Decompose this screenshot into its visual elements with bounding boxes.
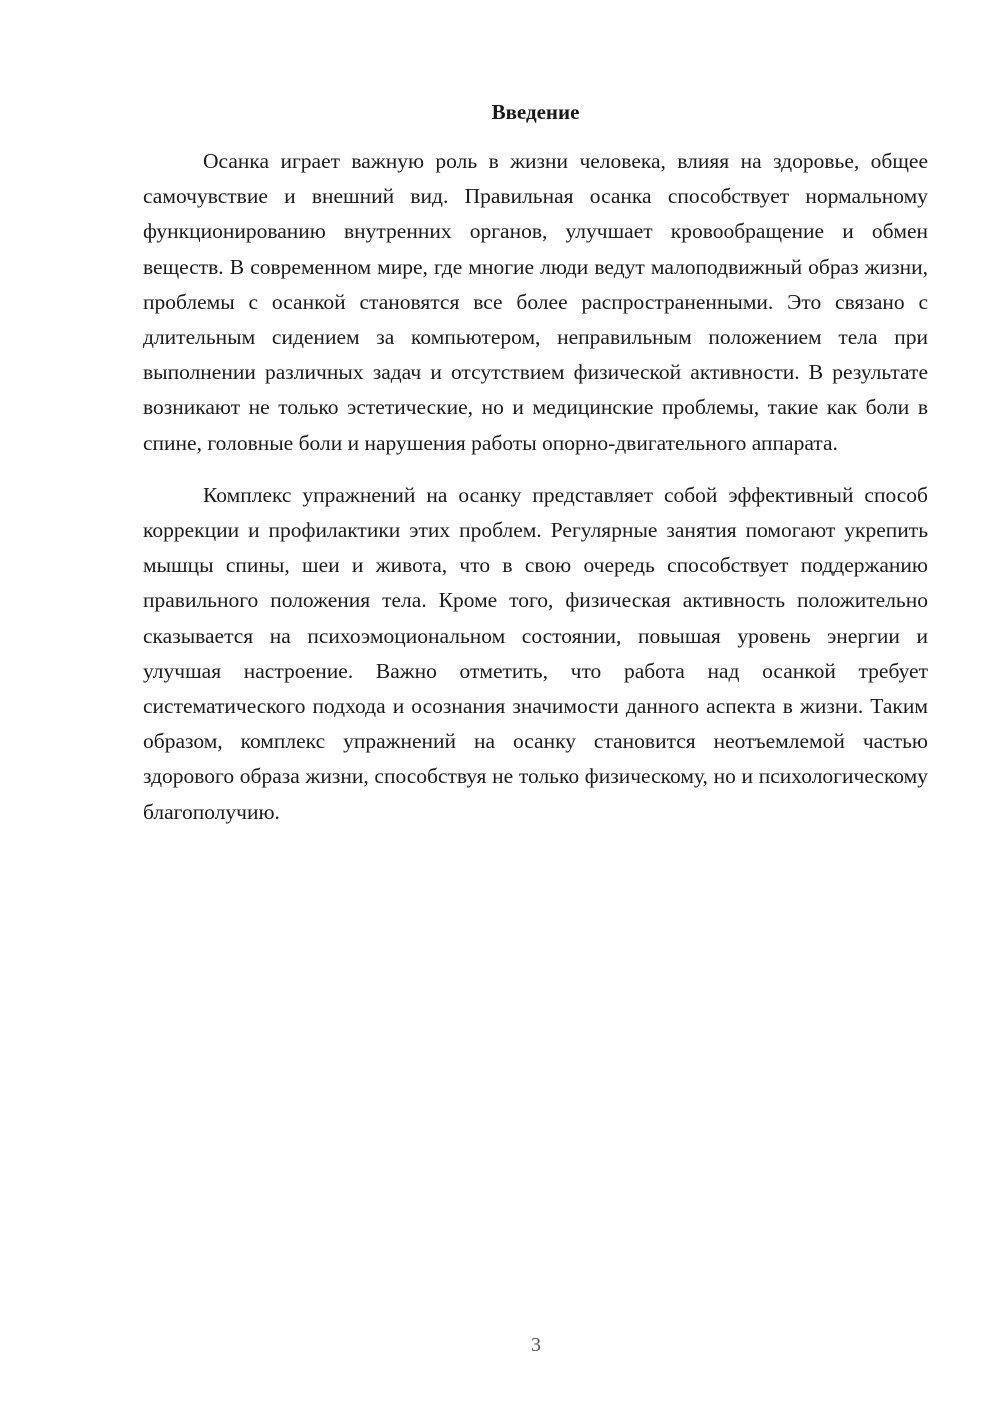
section-heading: Введение (491, 100, 580, 124)
document-body (143, 144, 928, 830)
paragraph-2: Комплекс упражнений на осанку представляет собой эффективный способ коррекции и профилактики этих проблем. Регулярные занятия помогают укрепить мышцы спины, шеи и живота, что в свою очередь способствует поддержанию правильного положения тела. Кроме того, физическая активность положительно сказывается на психоэмоциональном состоянии, повышая уровень энергии и улучшая настроение. Важно отметить, что работа над осанкой требует систематического подхода и осознания значимости данного аспекта в жизни. Таким образом, комплекс упражнений на осанку становится неотъемлемой частью здорового образа жизни, способствуя не только физическому, но и психологическому благополучию. (143, 482, 928, 824)
page-number: 3 (531, 1334, 541, 1356)
paragraph-1: Осанка играет важную роль в жизни человека, влияя на здоровье, общее самочувствие и внешний вид. Правильная осанка способствует нормальному функционированию внутренних органов, улучшает кровообращение и обмен веществ. В современном мире, где многие люди ведут малоподвижный образ жизни, проблемы с осанкой становятся все более распространенными. Это связано с длительным сидением за компьютером, неправильным положением тела при выполнении различных задач и отсутствием физической активности. В результате возникают не только эстетические, но и медицинские проблемы, такие как боли в спине, головные боли и нарушения работы опорно-двигательного аппарата. (143, 149, 928, 455)
